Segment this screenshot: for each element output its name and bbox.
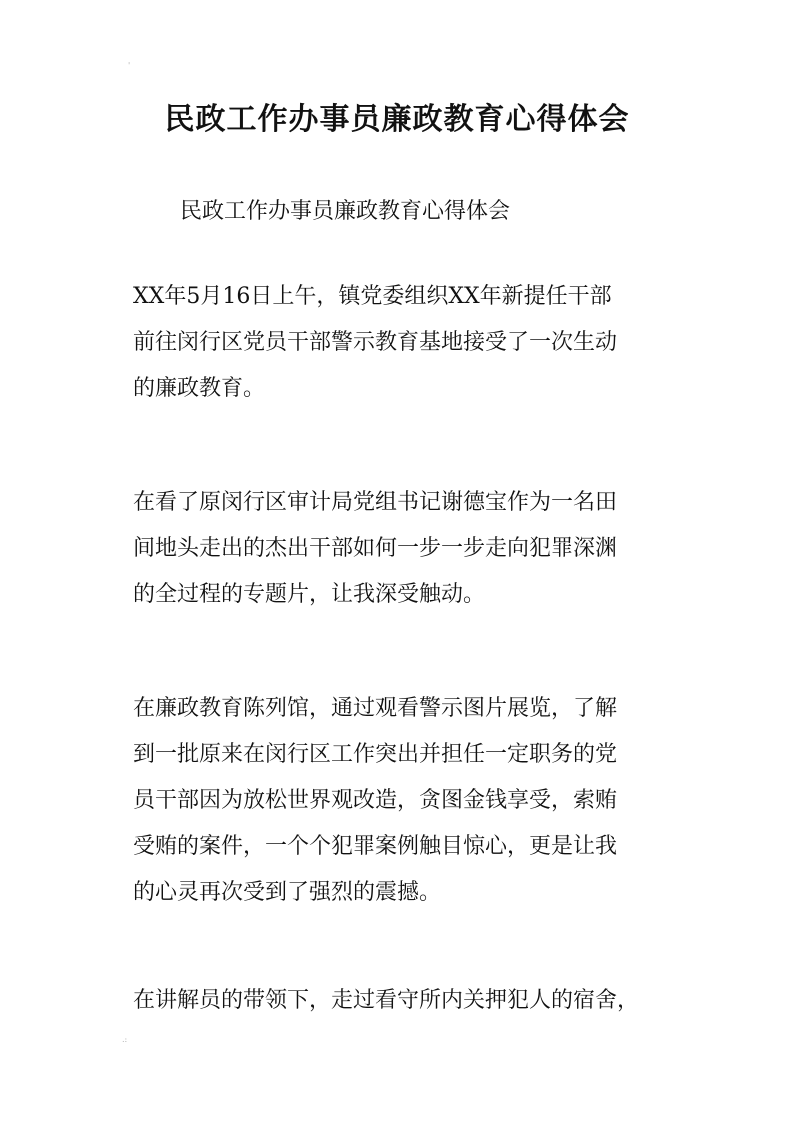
paragraph-line: 在看了原闵行区审计局党组书记谢德宝作为一名田 (133, 490, 618, 515)
corner-mark-top: ' (128, 61, 131, 70)
paragraph-line: 的廉政教育。 (133, 376, 266, 401)
paragraph-line: 前往闵行区党员干部警示教育基地接受了一次生动 (133, 330, 618, 355)
paragraph-line: XX年5月16日上午，镇党委组织XX年新提任干部 (133, 284, 612, 309)
paragraph-line: 的全过程的专题片，让我深受触动。 (133, 582, 486, 607)
document-subtitle: 民政工作办事员廉政教育心得体会 (180, 199, 511, 224)
paragraph-line: 员干部因为放松世界观改造，贪图金钱享受，索贿 (133, 788, 618, 813)
corner-mark-bottom: .: (122, 1035, 128, 1044)
paragraph-line: 的心灵再次受到了强烈的震撼。 (133, 880, 442, 905)
document-title: 民政工作办事员廉政教育心得体会 (164, 102, 630, 137)
paragraph-1 (133, 274, 673, 412)
paragraph-2 (133, 480, 673, 618)
paragraph-4 (133, 978, 673, 1024)
paragraph-3 (133, 686, 673, 916)
paragraph-line: 在廉政教育陈列馆，通过观看警示图片展览，了解 (133, 696, 618, 721)
paragraph-line: 在讲解员的带领下，走过看守所内关押犯人的宿舍， (133, 988, 640, 1013)
paragraph-line: 到一批原来在闵行区工作突出并担任一定职务的党 (133, 742, 618, 767)
paragraph-line: 间地头走出的杰出干部如何一步一步走向犯罪深渊 (133, 536, 618, 561)
paragraph-line: 受贿的案件，一个个犯罪案例触目惊心，更是让我 (133, 834, 618, 859)
